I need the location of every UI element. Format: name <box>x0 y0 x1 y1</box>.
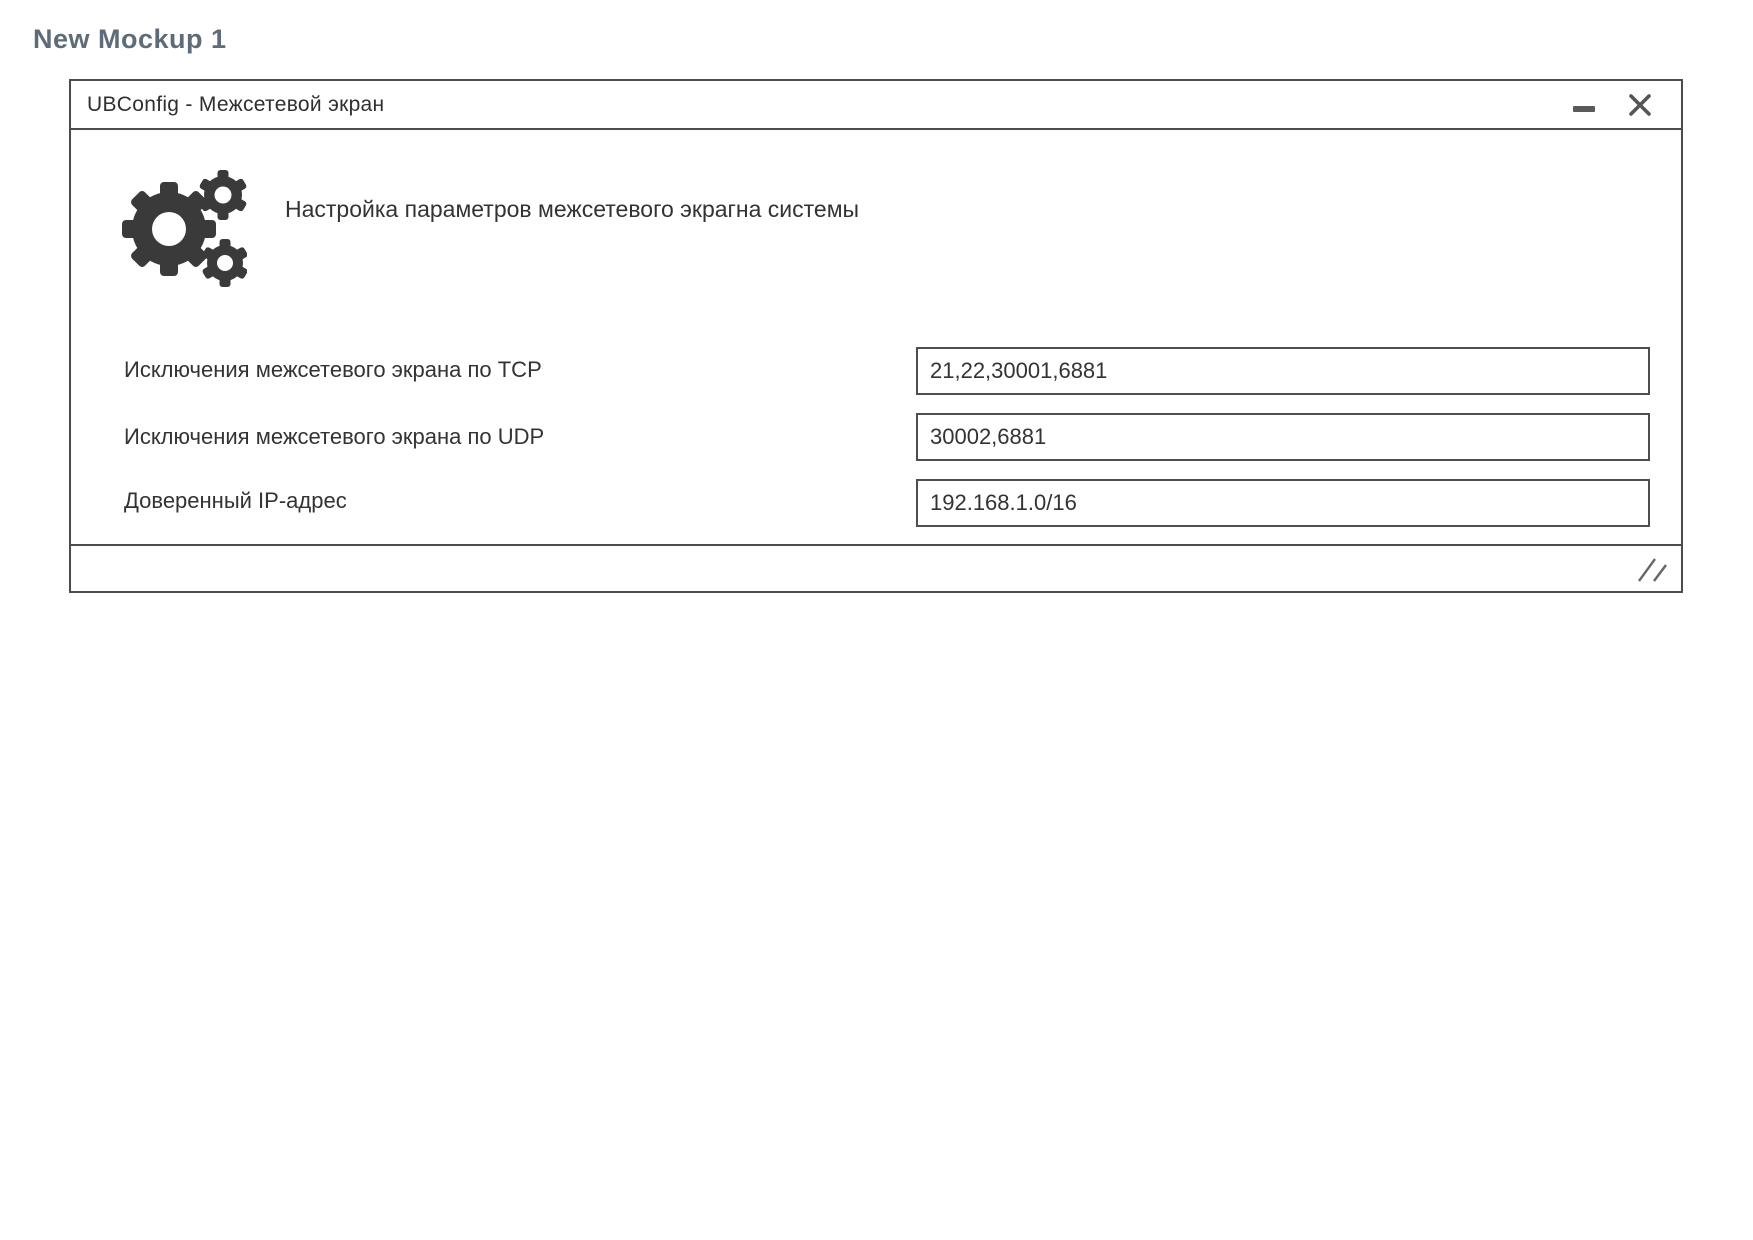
ubconfig-firewall-window <box>69 79 1683 593</box>
minimize-icon[interactable] <box>1573 106 1595 112</box>
page-title: New Mockup 1 <box>33 24 227 54</box>
close-icon[interactable] <box>1627 92 1653 118</box>
udp-exceptions-input[interactable] <box>916 413 1650 461</box>
gears-icon <box>121 165 247 293</box>
window-controls <box>1573 92 1665 118</box>
tcp-exceptions-label: Исключения межсетевого экрана по TCP <box>124 357 542 382</box>
window-title: UBConfig - Межсетевой экран <box>87 92 385 116</box>
udp-exceptions-label: Исключения межсетевого экрана по UDP <box>124 424 545 449</box>
window-titlebar[interactable] <box>71 81 1681 130</box>
resize-grip-icon[interactable] <box>1637 557 1669 583</box>
trusted-ip-input[interactable] <box>916 479 1650 527</box>
tcp-exceptions-input[interactable] <box>916 347 1650 395</box>
status-bar <box>71 544 1681 591</box>
window-description: Настройка параметров межсетевого экрагна системы <box>285 196 860 222</box>
trusted-ip-label: Доверенный IP-адрес <box>124 488 347 513</box>
